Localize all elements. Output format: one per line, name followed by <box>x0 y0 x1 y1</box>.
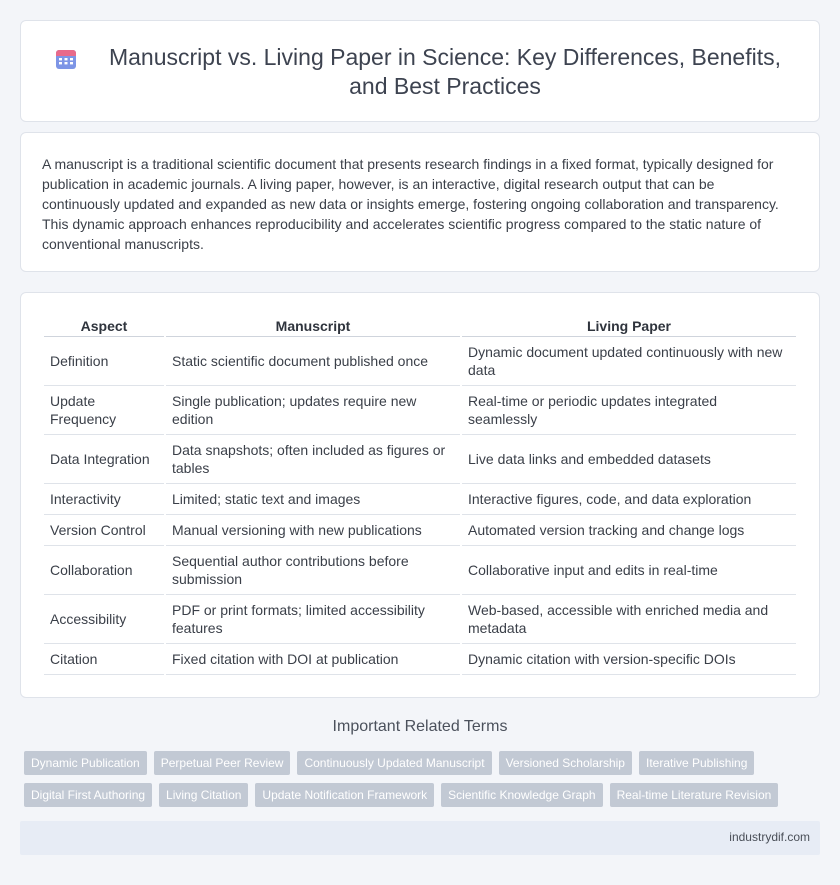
cell-aspect: Citation <box>44 644 164 675</box>
related-terms-heading: Important Related Terms <box>332 718 508 735</box>
cell-manuscript: Limited; static text and images <box>166 484 460 515</box>
related-term-tag[interactable]: Iterative Publishing <box>639 751 754 775</box>
footer-site-link[interactable]: industrydif.com <box>729 830 810 844</box>
cell-aspect: Data Integration <box>44 435 164 484</box>
cell-manuscript: PDF or print formats; limited accessibility features <box>166 595 460 644</box>
table-row <box>44 435 796 484</box>
cell-living-paper: Automated version tracking and change logs <box>462 515 796 546</box>
cell-living-paper: Collaborative input and edits in real-time <box>462 546 796 595</box>
cell-manuscript: Sequential author contributions before submission <box>166 546 460 595</box>
cell-aspect: Update Frequency <box>44 386 164 435</box>
related-term-tag[interactable]: Continuously Updated Manuscript <box>297 751 491 775</box>
cell-manuscript: Manual versioning with new publications <box>166 515 460 546</box>
related-term-tag[interactable]: Versioned Scholarship <box>499 751 632 775</box>
table-header-row <box>44 315 796 337</box>
table-row <box>44 546 796 595</box>
table-row <box>44 386 796 435</box>
intro-paragraph: A manuscript is a traditional scientific document that presents research findings in a fixed format, typically designed for publication in academic journals. A living paper, however, is an interactive, digital research output that can be continuously updated and expanded as new data or insights emerge, fostering ongoing collaboration and transparency. This dynamic approach enhances reproducibility and accelerates scientific progress compared to the static nature of conventional manuscripts. <box>42 156 779 252</box>
related-term-tag[interactable]: Dynamic Publication <box>24 751 147 775</box>
related-term-tag[interactable]: Scientific Knowledge Graph <box>441 783 602 807</box>
page-title: Manuscript vs. Living Paper in Science: Key Differences, Benefits, and Best Practices <box>108 44 781 99</box>
comparison-table-card <box>20 292 820 698</box>
header-aspect: Aspect <box>44 315 164 337</box>
related-terms-row <box>24 751 804 775</box>
cell-living-paper: Dynamic citation with version-specific DOIs <box>462 644 796 675</box>
related-term-tag[interactable]: Perpetual Peer Review <box>154 751 291 775</box>
header-manuscript: Manuscript <box>166 315 460 337</box>
cell-aspect: Collaboration <box>44 546 164 595</box>
table-row <box>44 595 796 644</box>
table-row <box>44 484 796 515</box>
comparison-table <box>42 315 798 675</box>
intro-card <box>20 132 820 272</box>
cell-aspect: Interactivity <box>44 484 164 515</box>
table-row <box>44 644 796 675</box>
cell-living-paper: Real-time or periodic updates integrated seamlessly <box>462 386 796 435</box>
cell-manuscript: Static scientific document published once <box>166 337 460 386</box>
related-term-tag[interactable]: Living Citation <box>159 783 248 807</box>
cell-living-paper: Live data links and embedded datasets <box>462 435 796 484</box>
cell-living-paper: Dynamic document updated continuously with new data <box>462 337 796 386</box>
footer <box>20 821 820 855</box>
related-terms-row <box>24 783 804 807</box>
related-terms <box>24 751 804 815</box>
cell-living-paper: Interactive figures, code, and data exploration <box>462 484 796 515</box>
header-living-paper: Living Paper <box>462 315 796 337</box>
cell-aspect: Version Control <box>44 515 164 546</box>
related-term-tag[interactable]: Real-time Literature Revision <box>610 783 779 807</box>
cell-living-paper: Web-based, accessible with enriched media and metadata <box>462 595 796 644</box>
cell-aspect: Accessibility <box>44 595 164 644</box>
table-row <box>44 515 796 546</box>
table-row <box>44 337 796 386</box>
cell-aspect: Definition <box>44 337 164 386</box>
cell-manuscript: Single publication; updates require new edition <box>166 386 460 435</box>
cell-manuscript: Fixed citation with DOI at publication <box>166 644 460 675</box>
title-card <box>20 20 820 122</box>
related-term-tag[interactable]: Digital First Authoring <box>24 783 152 807</box>
cell-manuscript: Data snapshots; often included as figures or tables <box>166 435 460 484</box>
related-term-tag[interactable]: Update Notification Framework <box>255 783 434 807</box>
